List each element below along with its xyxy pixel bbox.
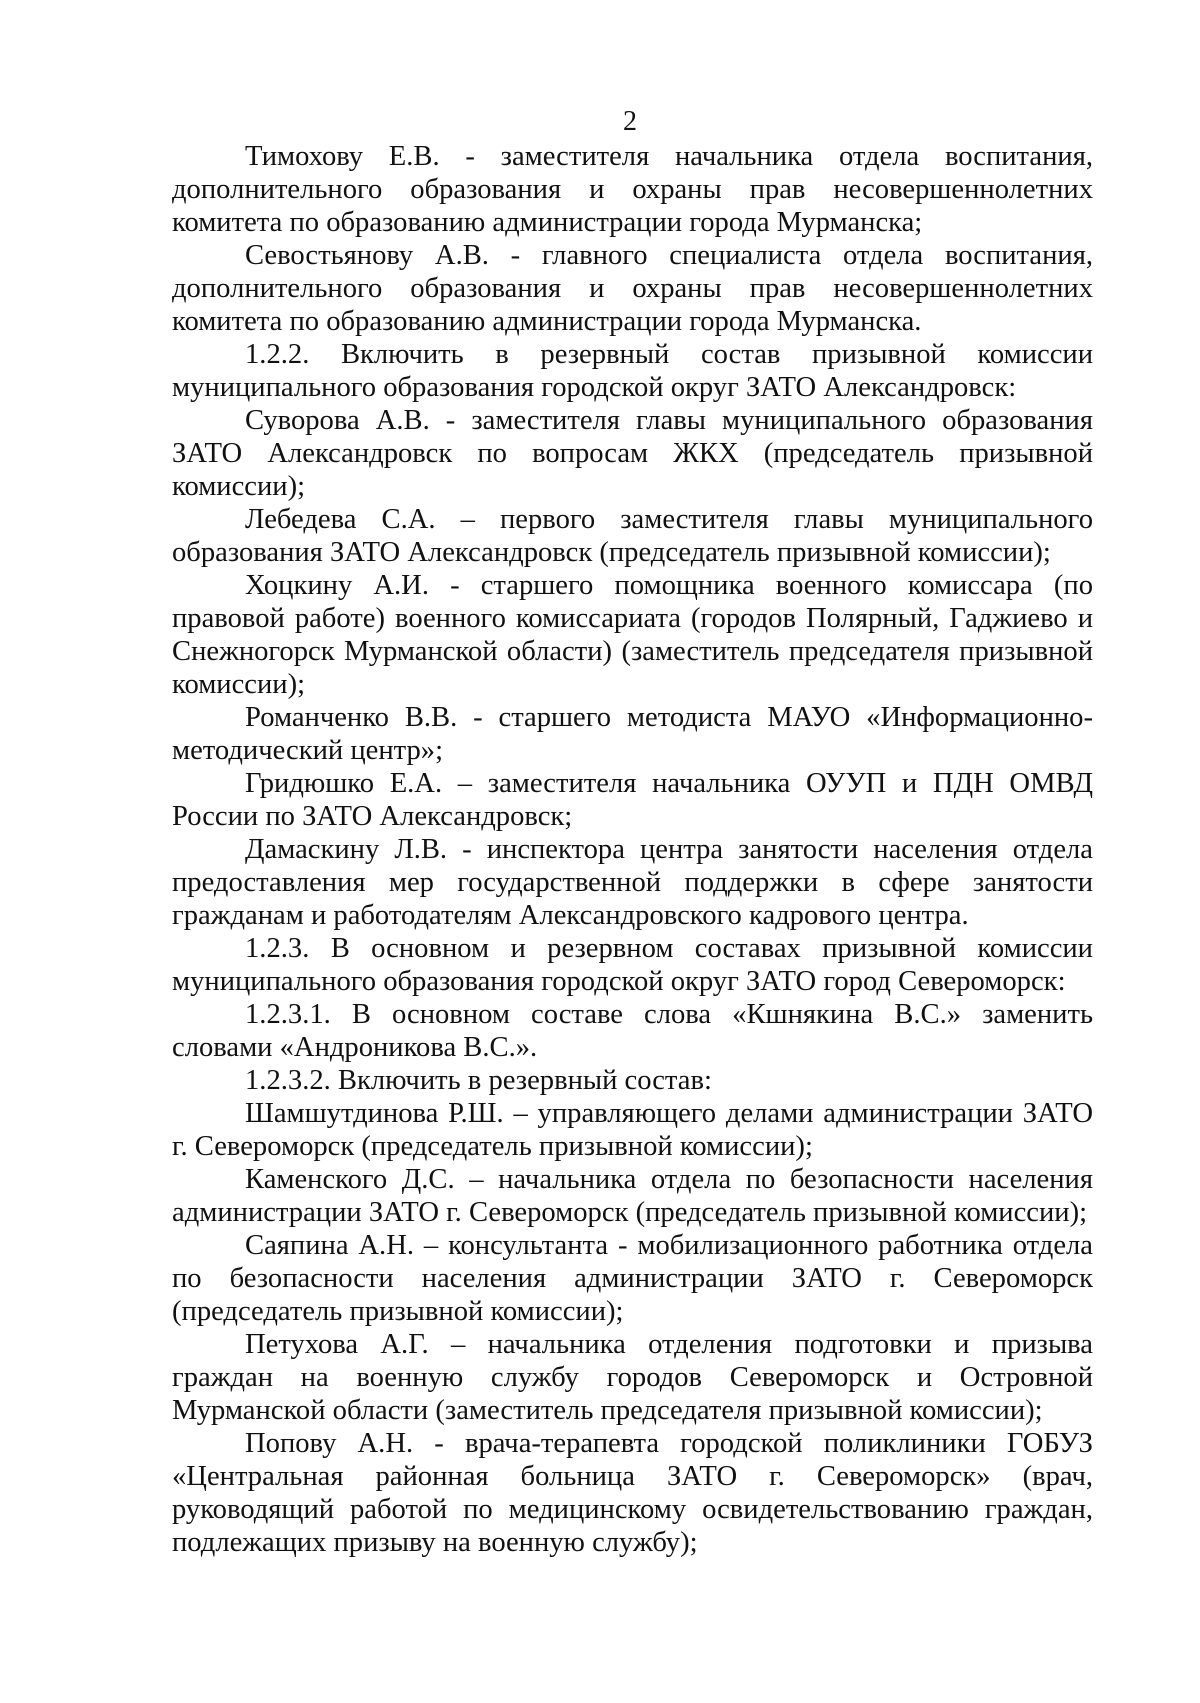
text-line: Гридюшко Е.А. – заместителя начальника ОУУП и ПДН ОМВД	[245, 768, 1093, 799]
text-line: словами «Андроникова В.С.».	[172, 1032, 538, 1063]
text-line: «Центральная районная больница ЗАТО г. Североморск» (врач,	[172, 1461, 1093, 1492]
text-line: г. Североморск (председатель призывной комиссии);	[172, 1131, 813, 1162]
text-line: дополнительного образования и охраны прав несовершеннолетних	[172, 273, 1093, 304]
text-line: комитета по образованию администрации города Мурманска;	[172, 207, 923, 238]
text-line: Шамшутдинова Р.Ш. – управляющего делами администрации ЗАТО	[245, 1098, 1093, 1129]
text-line: 1.2.2. Включить в резервный состав призывной комиссии	[245, 339, 1093, 370]
text-line: муниципального образования городской округ ЗАТО Александровск:	[172, 372, 1017, 403]
text-line: 1.2.3.1. В основном составе слова «Кшнякина В.С.» заменить	[245, 999, 1093, 1030]
text-line: России по ЗАТО Александровск;	[172, 801, 573, 832]
text-line: Попову А.Н. - врача-терапевта городской поликлиники ГОБУЗ	[245, 1428, 1093, 1459]
text-line: муниципального образования городской округ ЗАТО город Североморск:	[172, 966, 1066, 997]
text-line: Саяпина А.Н. – консультанта - мобилизационного работника отдела	[245, 1230, 1093, 1261]
text-line: комиссии);	[172, 669, 306, 700]
text-line: Хоцкину А.И. - старшего помощника военного комиссара (по	[245, 570, 1093, 601]
text-line: комитета по образованию администрации города Мурманска.	[172, 306, 922, 337]
text-line: Дамаскину Л.В. - инспектора центра занятости населения отдела	[245, 834, 1093, 865]
text-line: Тимохову Е.В. - заместителя начальника отдела воспитания,	[245, 141, 1093, 172]
paragraph	[172, 1229, 1093, 1328]
paragraph	[172, 239, 1093, 338]
paragraph	[172, 1427, 1093, 1559]
paragraph	[172, 833, 1093, 932]
paragraph	[172, 503, 1093, 569]
text-line: Каменского Д.С. – начальника отдела по безопасности населения	[245, 1164, 1093, 1195]
text-line: гражданам и работодателям Александровского кадрового центра.	[172, 900, 969, 931]
document-body	[172, 140, 1093, 1559]
text-line: 1.2.3. В основном и резервном составах призывной комиссии	[245, 933, 1093, 964]
text-line: Петухова А.Г. – начальника отделения подготовки и призыва	[245, 1329, 1093, 1360]
paragraph	[172, 932, 1093, 998]
text-line: правовой работе) военного комиссариата (городов Полярный, Гаджиево и	[172, 603, 1093, 634]
text-line: комиссии);	[172, 471, 306, 502]
paragraph	[172, 1064, 1093, 1097]
text-line: образования ЗАТО Александровск (председатель призывной комиссии);	[172, 537, 1051, 568]
text-line: Снежногорск Мурманской области) (заместитель председателя призывной	[172, 636, 1093, 667]
text-line: подлежащих призыву на военную службу);	[172, 1527, 698, 1558]
text-line: Романченко В.В. - старшего методиста МАУО «Информационно-	[245, 702, 1093, 733]
text-line: Лебедева С.А. – первого заместителя главы муниципального	[245, 504, 1093, 535]
text-line: по безопасности населения администрации ЗАТО г. Североморск	[172, 1263, 1093, 1294]
text-line: ЗАТО Александровск по вопросам ЖКХ (председатель призывной	[172, 438, 1093, 469]
text-line: Суворова А.В. - заместителя главы муниципального образования	[245, 405, 1093, 436]
text-line: (председатель призывной комиссии);	[172, 1296, 624, 1327]
text-line: 1.2.3.2. Включить в резервный состав:	[245, 1065, 712, 1096]
paragraph	[172, 767, 1093, 833]
text-line: руководящий работой по медицинскому освидетельствованию граждан,	[172, 1494, 1093, 1525]
text-line: администрации ЗАТО г. Североморск (председатель призывной комиссии);	[172, 1197, 1088, 1228]
paragraph	[172, 1163, 1093, 1229]
page-number: 2	[623, 106, 637, 137]
paragraph	[172, 1328, 1093, 1427]
text-line: предоставления мер государственной поддержки в сфере занятости	[172, 867, 1093, 898]
text-line: дополнительного образования и охраны прав несовершеннолетних	[172, 174, 1093, 205]
text-line: граждан на военную службу городов Североморск и Островной	[172, 1362, 1093, 1393]
paragraph	[172, 338, 1093, 404]
paragraph	[172, 701, 1093, 767]
text-line: методический центр»;	[172, 735, 444, 766]
paragraph	[172, 569, 1093, 701]
text-line: Севостьянову А.В. - главного специалиста отдела воспитания,	[245, 240, 1093, 271]
paragraph	[172, 1097, 1093, 1163]
text-line: Мурманской области (заместитель председателя призывной комиссии);	[172, 1395, 1043, 1426]
paragraph	[172, 998, 1093, 1064]
paragraph	[172, 140, 1093, 239]
paragraph	[172, 404, 1093, 503]
